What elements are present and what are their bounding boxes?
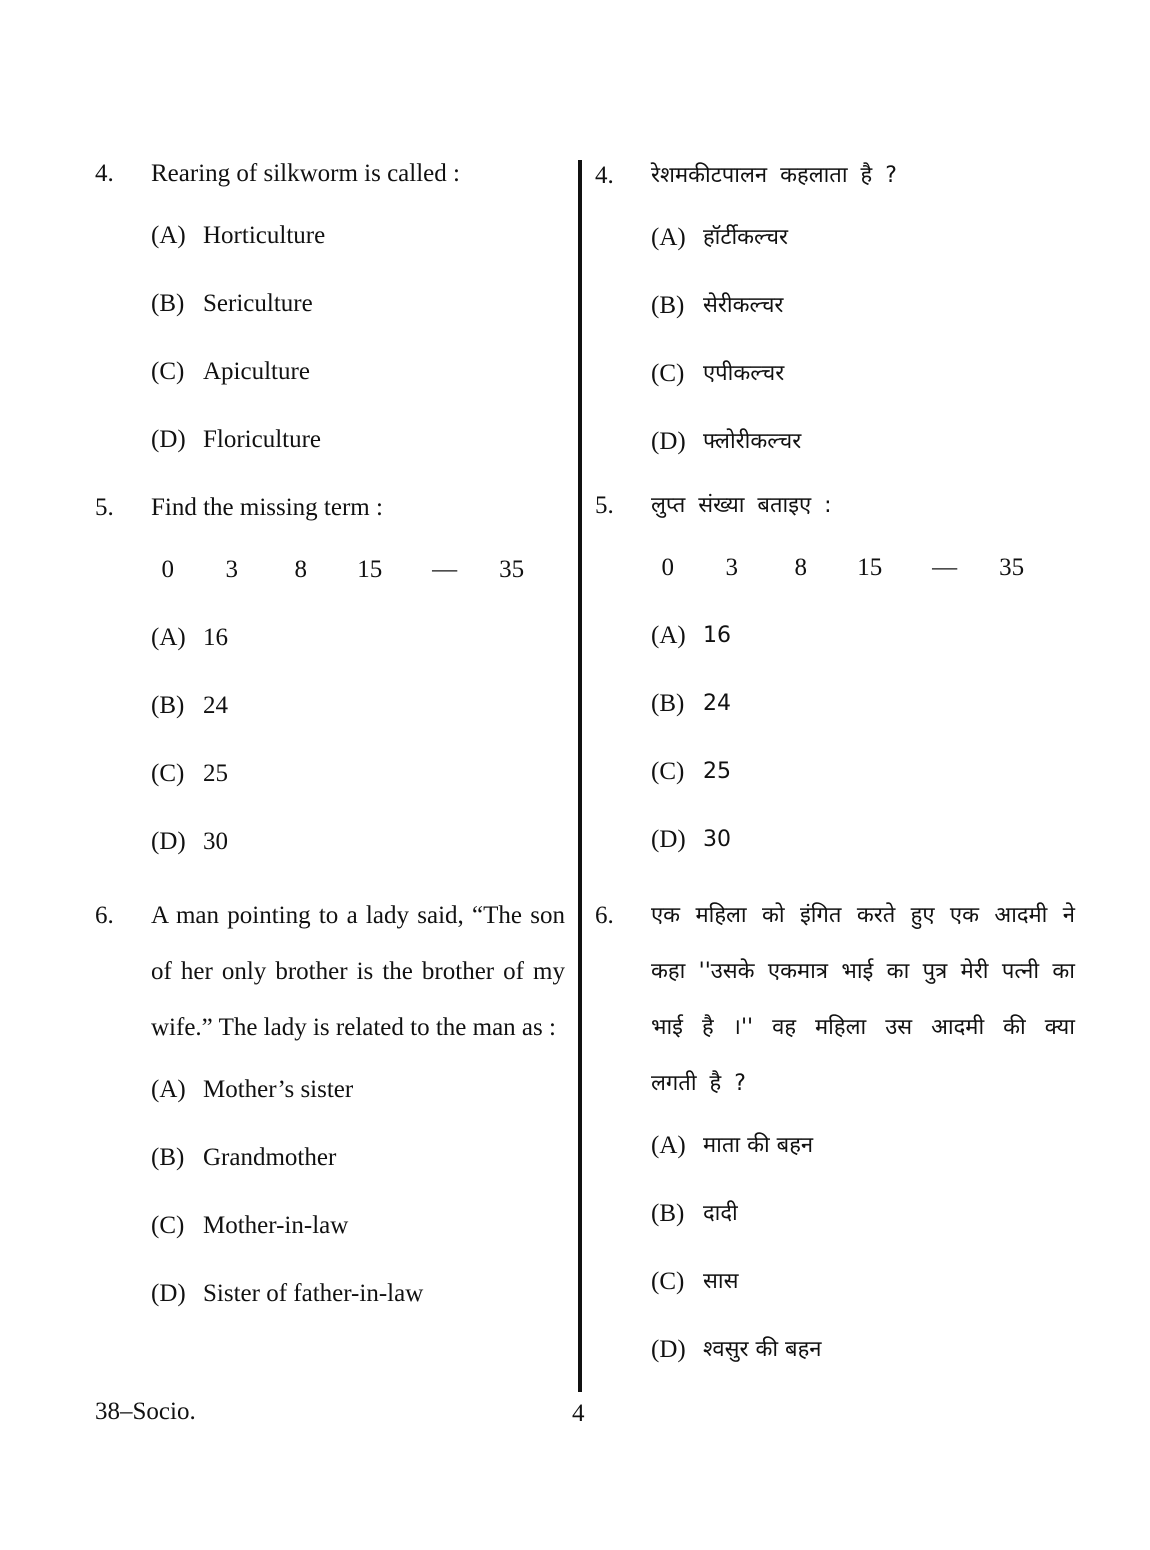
option-text: 24 [703,691,731,716]
option-text: Grandmother [203,1144,337,1171]
option-label: (D) [651,428,686,455]
option-c [151,1192,565,1260]
option-text: 24 [203,692,228,719]
option-label: (D) [151,828,186,855]
option-b [651,1180,1075,1248]
series-term: 0 [661,554,674,581]
option-text: Sister of father-in-law [203,1280,424,1307]
option-text: 30 [703,827,731,852]
option-text: Sericulture [203,290,313,317]
option-text: 25 [203,760,228,787]
series-term: 8 [294,556,307,583]
option-label: (B) [651,292,685,319]
option-b [151,672,565,740]
series-missing-term: — [932,554,958,581]
series-term: 15 [857,554,883,581]
series-term: 3 [725,554,739,581]
option-d [651,408,1075,476]
option-label: (A) [651,622,686,649]
question-number: 5. [95,494,114,521]
question-number: 4. [595,162,614,189]
question-5-en [95,480,565,876]
option-label: (A) [651,1132,686,1159]
option-a [151,604,565,672]
option-a [651,1112,1075,1180]
option-label: (A) [651,224,686,251]
question-text: Rearing of silkworm is called : [151,160,460,187]
option-label: (A) [151,222,186,249]
option-d [651,806,1075,874]
series-term: 15 [357,556,383,583]
option-c [651,340,1075,408]
question-text: एक महिला को इंगित करते हुए एक आदमी ने कहा ''उसके एकमात्र भाई का पुत्र मेरी पत्नी का भाई है ।'' वह महिला उस आदमी की क्या लगती है ? [651,903,1075,1096]
option-label: (B) [651,1200,685,1227]
option-b [651,272,1075,340]
option-c [151,740,565,808]
column-divider [578,160,582,1392]
english-column [95,150,565,1328]
series-term: 35 [499,556,525,583]
option-a [151,1056,565,1124]
question-6-en [95,888,565,1328]
question-number: 4. [95,160,114,187]
option-a [151,202,565,270]
option-text: Mother-in-law [203,1212,349,1239]
option-text: Apiculture [203,358,310,385]
option-label: (C) [651,1268,685,1295]
series-term: 8 [794,554,807,581]
option-text: Mother’s sister [203,1076,354,1103]
option-label: (B) [151,692,185,719]
question-number: 5. [595,492,614,519]
series-term: 0 [161,556,174,583]
option-d [151,808,565,876]
option-d [151,1260,565,1328]
number-series [651,534,1051,602]
option-b [651,670,1075,738]
page-number: 4 [572,1400,585,1427]
option-text: हॉर्टीकल्चर [703,225,789,250]
option-text: श्वसुर की बहन [703,1337,822,1362]
option-label: (D) [151,426,186,453]
option-label: (C) [151,760,185,787]
option-label: (C) [151,1212,185,1239]
option-label: (C) [651,758,685,785]
option-label: (C) [651,360,685,387]
series-term: 3 [225,556,239,583]
option-d [151,406,565,474]
question-number: 6. [95,902,114,929]
option-label: (B) [651,690,685,717]
option-label: (D) [651,1336,686,1363]
question-4-hi [595,148,1075,476]
hindi-column [595,150,1075,1384]
option-label: (A) [151,624,186,651]
question-6-hi [595,888,1075,1384]
option-label: (B) [151,290,185,317]
option-text: 30 [203,828,228,855]
option-text: एपीकल्चर [703,361,785,386]
question-5-hi [595,478,1075,874]
option-label: (A) [151,1076,186,1103]
question-4-en [95,146,565,474]
paper-code: 38–Socio. [95,1398,196,1425]
option-text: Horticulture [203,222,326,249]
option-text: 25 [703,759,731,784]
option-text: दादी [703,1201,738,1226]
question-text: लुप्त संख्या बताइए : [651,493,832,518]
option-label: (B) [151,1144,185,1171]
series-term: 35 [999,554,1025,581]
option-b [151,270,565,338]
option-label: (C) [151,358,185,385]
option-label: (D) [151,1280,186,1307]
number-series [151,536,551,604]
option-a [651,204,1075,272]
option-text: फ्लोरीकल्चर [703,429,802,454]
option-text: 16 [203,624,228,651]
option-text: सास [703,1269,739,1294]
option-d [651,1316,1075,1384]
option-label: (D) [651,826,686,853]
series-missing-term: — [432,556,458,583]
question-text: Find the missing term : [151,494,383,521]
option-b [151,1124,565,1192]
question-text: रेशमकीटपालन कहलाता है ? [651,163,897,188]
option-a [651,602,1075,670]
question-text: A man pointing to a lady said, “The son of her only brother is the brother of my wife.” The lady is related to the man as : [151,902,565,1041]
option-text: Floriculture [203,426,322,453]
option-c [651,1248,1075,1316]
option-text: सेरीकल्चर [703,293,784,318]
question-number: 6. [595,902,614,929]
option-c [651,738,1075,806]
option-c [151,338,565,406]
option-text: 16 [703,623,731,648]
option-text: माता की बहन [703,1133,814,1158]
